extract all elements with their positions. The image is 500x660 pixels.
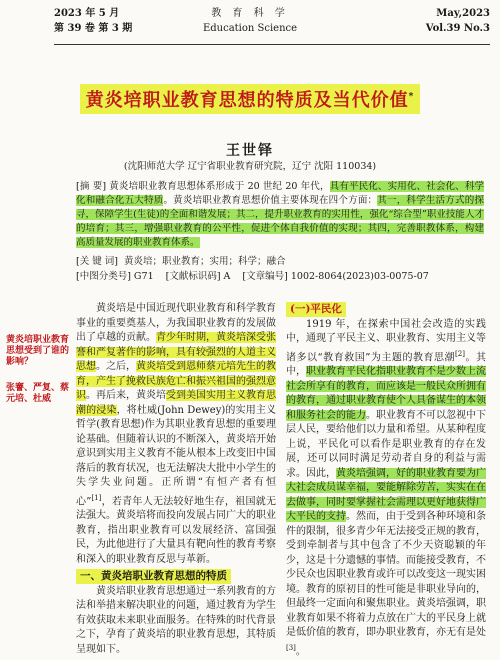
author-affiliation: (沈阳师范大学 辽宁省职业教育研究院，辽宁 沈阳 110034)	[123, 161, 377, 172]
header-date-volume-en: May,2023 Vol.39 No.3	[425, 8, 490, 34]
paragraph-section-1: 黄炎培职业教育思想通过一系列教育的方法和举措来解决职业的问题，通过教育为学生有效获取未来职业面服务。在特殊的时代背景之下，孕育了黄炎培的职业教育思想，其特质呈现如下。	[76, 585, 276, 655]
subsection-heading-1: (一)平民化	[286, 302, 346, 317]
page-header	[6, 4, 494, 52]
highlight-five-traits: 具有平民化、实用化、社会化、科学化和融合化五大特质	[76, 181, 484, 206]
article-title-wrap	[0, 84, 500, 114]
title-footnote-mark: *	[408, 92, 415, 102]
highlight-four-values: 其一，科学生活方式的探寻，保障学生(生徒)的全面和谐发展；其二，提升职业教育的实用性，强化“综合型”职业技能人才的培育；其三，增强职业教育的公平性，促进个体自我价值的实现；其四，完善职教体系，构建高质量发展的职业教育体系。	[76, 195, 484, 248]
article-meta	[76, 270, 484, 284]
author-name: 王世铎	[226, 143, 274, 159]
journal-name: 教 育 科 学 Education Science	[202, 8, 298, 34]
header-date-volume: 2023 年 5 月 第 39 卷 第 3 期	[54, 8, 133, 34]
annotation-answer: 张謇、严复、蔡元培、杜威	[6, 383, 70, 404]
section-heading-1: 一、黄炎培职业教育思想的特质	[76, 569, 231, 584]
annotation-question: 黄炎培职业教育思想受到了谁的影响？	[6, 335, 70, 367]
paragraph-intro: 黄炎培是中国近现代职业教育和科学教育事业的重要奠基人，为我国职业教育的发展做出了卓越的贡献。青少年时期，黄炎培深受张謇和严复著作的影响，具有较强烈的人道主义思想。之后，黄炎培受到恩师蔡元培先生的教育，产生了挽救民族危亡和振兴祖国的强烈意识。再后来，黄炎培受到美国实用主义教育思潮的浸染，将杜威(John Dewey)的实用主义哲学(教育思想)作为其职业教育思想的重要理论基础。但随着认识的不断深入，黄炎培开始意识到实用主义教育不能从根本上改变旧中国落后的教育状况，也无法解决大批中小学生的失学失业问题。正所谓“有恒产者有恒心”[1]，若青年人无法较好地生存，祖国就无法强大。黄炎培将而投向发展占同广大的职业教育，指出职业教育可以发展经济、富国强民，为此他进行了大量具有靶向性的教育考察和深入的职业教育反思与革新。	[76, 303, 276, 565]
abstract-label: [摘 要]	[76, 181, 107, 192]
document-code: [文献标识码] A	[165, 271, 231, 282]
header-divider	[54, 44, 490, 45]
paragraph-pingminhua: 1919 年，在探索中国社会改造的实践中，通现了平民主义、职业教育、实用主义等诸多以“教育救国”为主题的教育思潮[2]。其中，职业教育平民化指职业教育不是少数上流社会所享有的教育，而应该是一般民众所拥有的教育，通过职业教育使个人具备谋生的本领和服务社会的能力。职业教育不可以忽视中下层人民，要给他们以力量和希望。从某种程度上说，平民化可以看作是职业教育的存在发展，还可以同时满足劳动者自身的利益与需求。因此，黄炎培强调，好的职业教育要为广大社会成员谋幸福，要能解除劳苦，实实在在去做事，同时要掌握社会需理以更好地获得广大平民的支持。然而，由于受到各种环境和条件的限制，很多青少年无法接受正规的教育，受到牵制者与其中包含了不少天资聪颖的年少，这是十分遗憾的事情。而能接受教育，不少民众也因职业教育或许可以改变这一现实困境。教育的原初目的性可能是非职业导向的，但最终一定面向和聚焦职业。黄炎培强调，职业教育如果不将着力点放在广大的平民身上就是低价值的教育，即办职业教育，亦无有是处[3]。	[286, 318, 487, 658]
clc-number: [中图分类号] G71	[76, 271, 154, 282]
keywords: [关 键 词] 黄炎培；职业教育；实用；科学；融合	[76, 256, 286, 267]
left-column	[76, 302, 276, 657]
right-column	[286, 302, 486, 660]
article-number: [文章编号] 1002-8064(2023)03-0075-07	[242, 271, 429, 282]
article-title: 黄炎培职业教育思想的特质及当代价值*	[80, 84, 421, 114]
abstract: [摘 要] 黄炎培职业教育思想体系形成于 20 世纪 20 年代，具有平民化、实用化、社会化、科学化和融合化五大特质。黄炎培职业教育思想价值主要体现在四个方面：其一，科学生活方式的探寻，保障学生(生徒)的全面和谐发展；其二，提升职业教育的实用性，强化“综合型”职业技能人才的培育；其三，增强职业教育的公平性，促进个体自我价值的实现；其四，完善职教体系，构建高质量发展的职业教育体系。	[76, 181, 484, 248]
